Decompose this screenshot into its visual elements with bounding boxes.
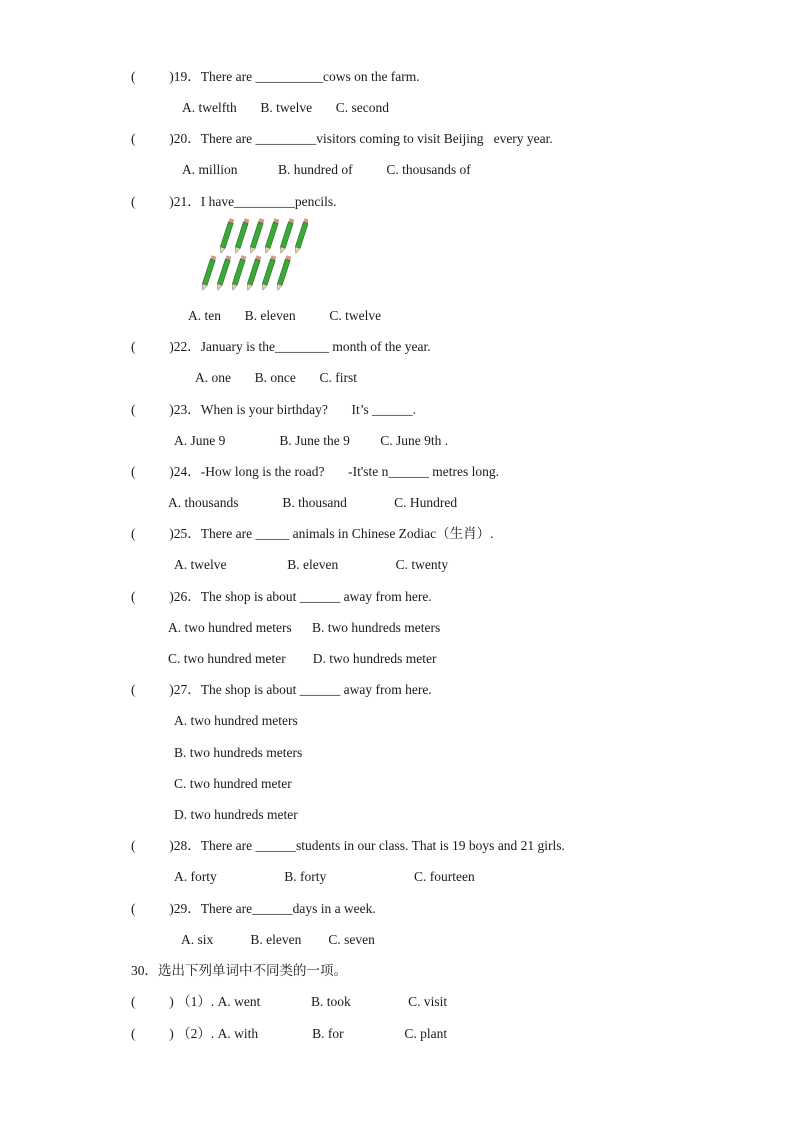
question-29-options: A. six B. eleven C. seven (181, 932, 375, 947)
question-26-options-cd: C. two hundred meter D. two hundreds meter (168, 651, 437, 666)
question-21: ( )21．I have_________pencils. (131, 194, 337, 209)
question-25-options: A. twelve B. eleven C. twenty (174, 557, 449, 572)
pencils-illustration (202, 216, 308, 298)
pencil-11 (260, 255, 276, 291)
pencil-4 (263, 218, 279, 254)
question-22-options: A. one B. once C. first (195, 370, 357, 385)
question-27-option-c: C. two hundred meter (174, 776, 292, 791)
pencil-2 (233, 218, 249, 254)
pencil-6 (293, 218, 308, 254)
question-25: ( )25．There are _____ animals in Chinese Zodiac（生肖）. (131, 526, 494, 541)
question-27: ( )27．The shop is about ______ away from here. (131, 682, 432, 697)
question-30-item-1: ( ) （1）. A. went B. took C. visit (131, 994, 448, 1009)
pencil-5 (278, 218, 294, 254)
question-28: ( )28．There are ______students in our class. That is 19 boys and 21 girls. (131, 838, 565, 853)
question-27-option-a: A. two hundred meters (174, 713, 298, 728)
question-20: ( )20．There are _________visitors coming to visit Beijing every year. (131, 131, 553, 146)
pencil-1 (218, 218, 234, 254)
question-20-options: A. million B. hundred of C. thousands of (182, 162, 471, 177)
pencil-7 (202, 255, 216, 291)
question-23: ( )23．When is your birthday? It’s ______. (131, 402, 416, 417)
question-27-option-b: B. two hundreds meters (174, 745, 303, 760)
question-26-options-ab: A. two hundred meters B. two hundreds meters (168, 620, 441, 635)
question-28-options: A. forty B. forty C. fourteen (174, 869, 475, 884)
question-19-options: A. twelfth B. twelve C. second (182, 100, 389, 115)
question-19: ( )19．There are __________cows on the farm. (131, 69, 420, 84)
question-22: ( )22．January is the________ month of the year. (131, 339, 431, 354)
pencil-12 (275, 255, 291, 291)
question-27-option-d: D. two hundreds meter (174, 807, 298, 822)
question-30-item-2: ( ) （2）. A. with B. for C. plant (131, 1026, 448, 1041)
pencil-10 (245, 255, 261, 291)
pencil-3 (248, 218, 264, 254)
question-21-options: A. ten B. eleven C. twelve (188, 308, 382, 323)
question-26: ( )26．The shop is about ______ away from here. (131, 589, 432, 604)
question-30-heading: 30．选出下列单词中不同类的一项。 (131, 963, 347, 978)
question-23-options: A. June 9 B. June the 9 C. June 9th . (174, 433, 449, 448)
pencil-9 (230, 255, 246, 291)
question-24-options: A. thousands B. thousand C. Hundred (168, 495, 458, 510)
question-29: ( )29．There are______days in a week. (131, 901, 376, 916)
question-24: ( )24．-How long is the road? -It'ste n______ metres long. (131, 464, 499, 479)
pencil-8 (215, 255, 231, 291)
